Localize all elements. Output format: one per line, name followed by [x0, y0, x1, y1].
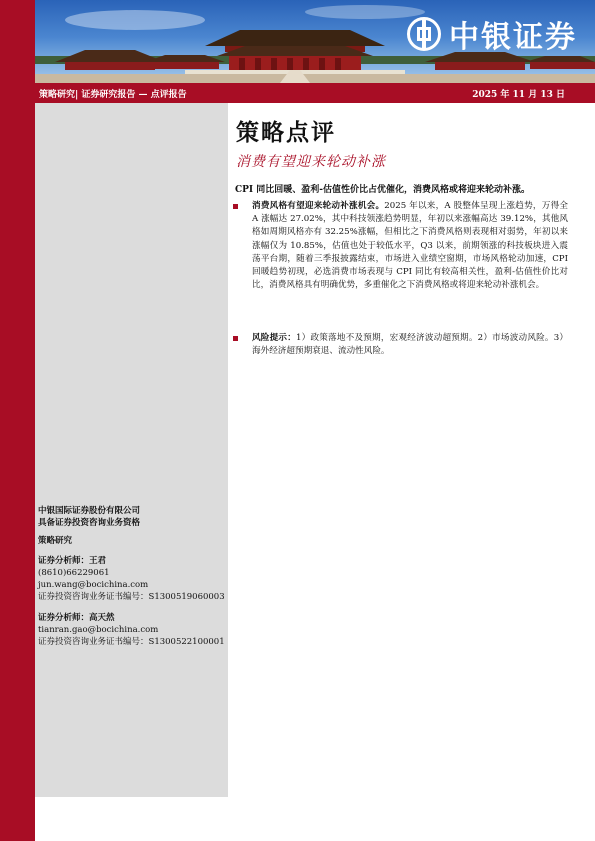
brand-logo [407, 12, 577, 56]
company-info [38, 505, 140, 547]
analyst-cert: 证券投资咨询业务证书编号：S1300519060003 [38, 592, 225, 602]
analyst-email[interactable]: tianran.gao@bocichina.com [38, 625, 159, 635]
analyst-name: 证券分析师：高天然 [38, 613, 115, 623]
bullet-item [233, 200, 568, 292]
left-red-bar [0, 0, 35, 841]
analyst-phone: (8610)66229061 [38, 568, 110, 578]
department: 策略研究 [38, 536, 73, 546]
analyst-card [38, 612, 225, 648]
analyst-email[interactable]: jun.wang@bocichina.com [38, 580, 149, 590]
analyst-cert: 证券投资咨询业务证书编号：S1300522100001 [38, 637, 225, 647]
brand-name: 中银证券 [449, 20, 577, 55]
report-title: 策略点评 [236, 119, 336, 146]
sidebar [35, 103, 228, 797]
boc-logo-icon [407, 17, 441, 51]
analyst-name: 证券分析师：王君 [38, 556, 107, 566]
bullet-lead: 消费风格有望迎来轮动补涨机会。 [252, 201, 385, 211]
bullet-text: 2025 年以来，A 股整体呈现上涨趋势，万得全 A 涨幅达 27.02%，其中科技领涨趋势明显，年初以来涨幅高达 39.12%，其他风格如周期风格亦有 32.25%涨幅，但相比之下消费风格则表现相对弱势，年初以来涨幅仅为 10.85%，估值也处于较低水平，Q3 以来，前期领涨的科技板块进入震荡平台期，随着三季报披露结束，市场进入业绩空窗期，市场风格轮动加速，CPI 回暖趋势初现，必选消费市场表现与 CPI 同比有较高相关性，盈利-估值性价比对比，消费风格具有明确优势，多重催化之下消费风格或将迎来轮动补涨机会。 [252, 201, 568, 291]
report-subtitle: 消费有望迎来轮动补涨 [236, 154, 386, 170]
bullet-item [233, 332, 568, 358]
report-category-strip [35, 83, 595, 103]
bullet-square-icon [233, 336, 238, 341]
analyst-card [38, 555, 225, 603]
qualification: 具备证券投资咨询业务资格 [38, 518, 141, 528]
bullet-lead: 风险提示： [252, 333, 296, 343]
company-name: 中银国际证券股份有限公司 [38, 506, 141, 516]
bullet-square-icon [233, 204, 238, 209]
report-summary: CPI 同比回暖、盈利-估值性价比占优催化，消费风格或将迎来轮动补涨。 [235, 185, 531, 195]
bullet-text: 1）政策落地不及预期，宏观经济波动超预期。2）市场波动风险。3）海外经济超预期衰退、流动性风险。 [252, 333, 568, 357]
report-date: 2025 年 11 月 13 日 [472, 90, 565, 100]
header-banner [35, 0, 595, 83]
report-category: 策略研究| 证券研究报告 — 点评报告 [39, 90, 187, 100]
